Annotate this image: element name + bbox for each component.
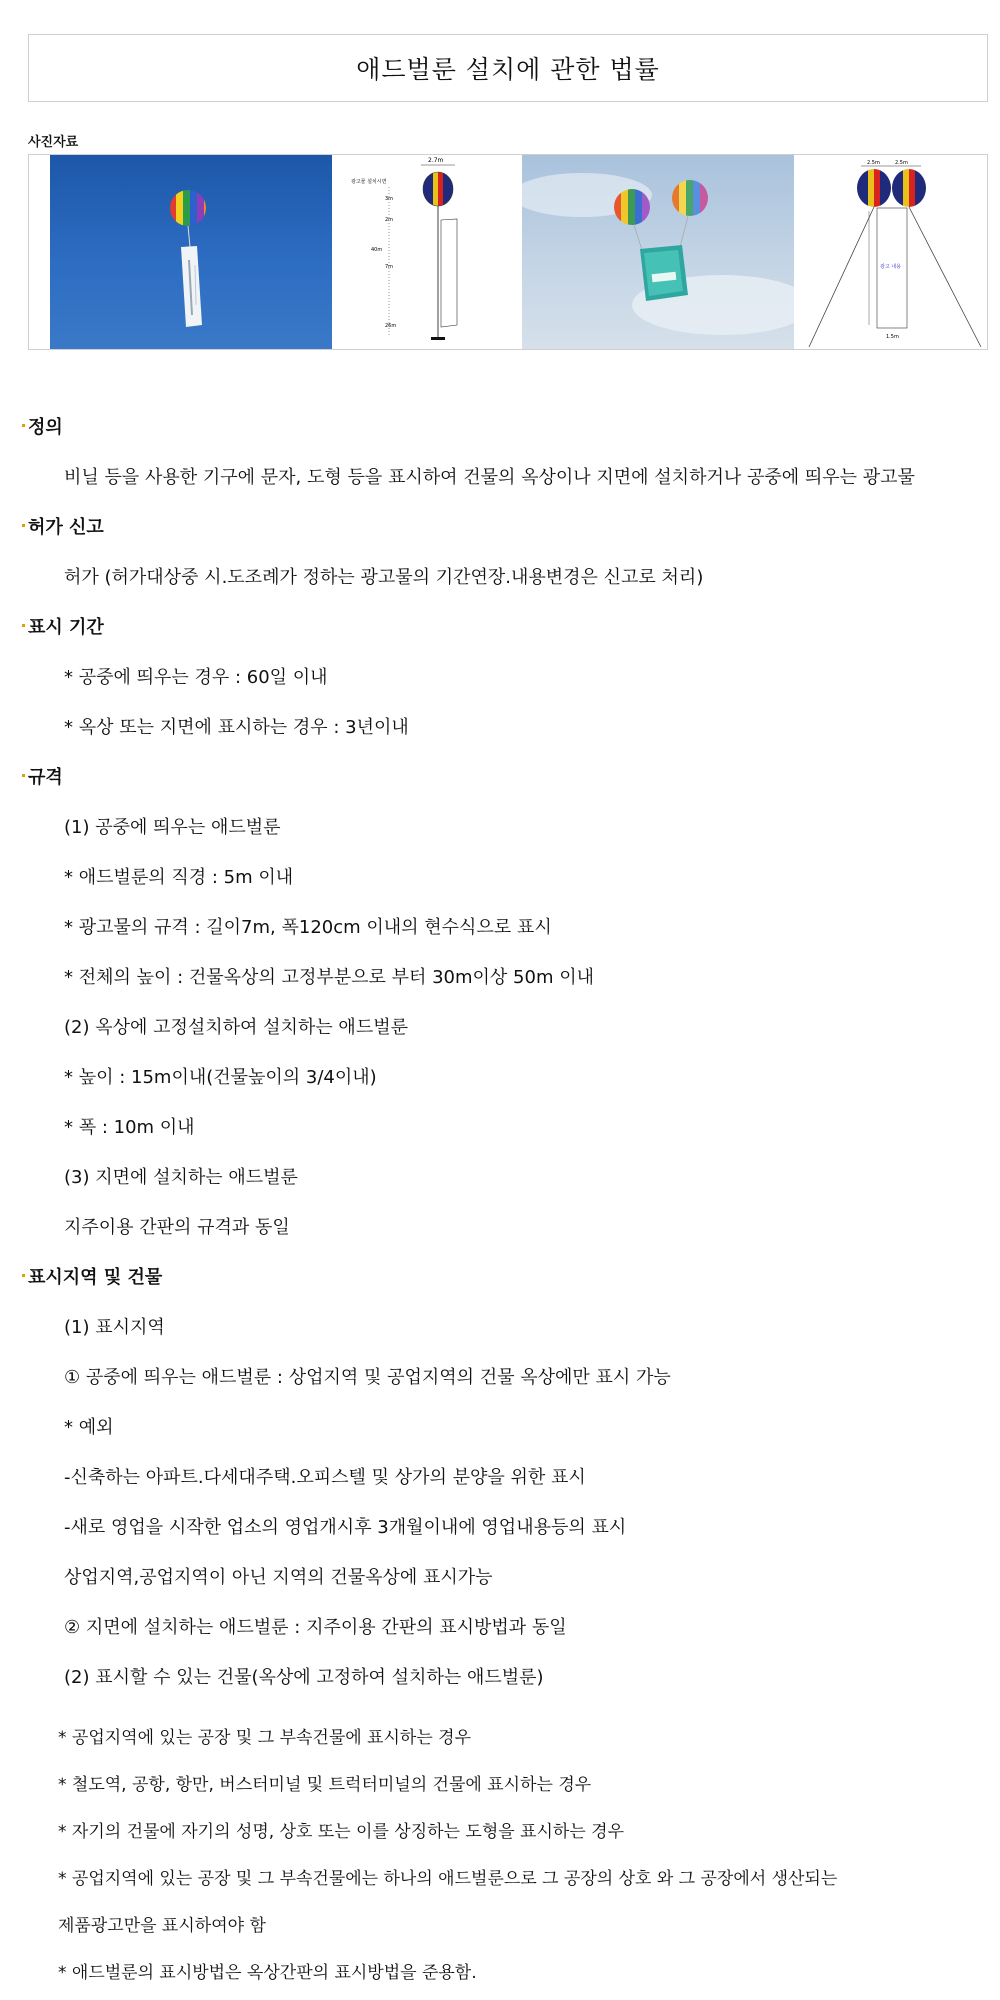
dimension-diagram-2	[795, 155, 987, 349]
diagram-rooftop-balloons	[795, 155, 987, 349]
spec-line-5: (2) 옥상에 고정설치하여 설치하는 애드벌룬	[64, 1017, 408, 1038]
d1-7m-label: 7m	[385, 264, 394, 270]
two-balloons-image	[522, 155, 794, 349]
spec-line-6: * 높이 : 15m이내(건물높이의 3/4이내)	[64, 1067, 377, 1088]
tail-line-4: * 공업지역에 있는 공장 및 그 부속건물에는 하나의 애드벌룬으로 그 공장의 상호 와 그 공장에서 생산되는	[58, 1869, 838, 1889]
spec-line-3: * 광고물의 규격 : 길이7m, 폭120cm 이내의 현수식으로 표시	[64, 917, 552, 938]
title-box	[28, 34, 988, 102]
tail-line-2: * 철도역, 공항, 항만, 버스터미널 및 트럭터미널의 건물에 표시하는 경우	[58, 1775, 592, 1795]
spec-line-2: * 애드벌룬의 직경 : 5m 이내	[64, 867, 294, 888]
area-line-1: (1) 표시지역	[64, 1317, 165, 1338]
page-title: 애드벌룬 설치에 관한 법률	[356, 55, 660, 84]
area-line-4: -신축하는 아파트.다세대주택.오피스텔 및 상가의 분양을 위한 표시	[64, 1467, 586, 1488]
spec-line-7: * 폭 : 10m 이내	[64, 1117, 195, 1138]
section-heading-definition: 정의	[28, 413, 63, 439]
diagram-balloon-dimensions	[333, 155, 521, 349]
d1-header-label: 광고물 설치시면	[351, 179, 387, 185]
d1-26m-label: 26m	[385, 323, 397, 329]
tail-line-5: 제품광고만을 표시하여야 함	[58, 1916, 266, 1936]
photo-two-balloons	[522, 155, 794, 349]
tail-line-1: * 공업지역에 있는 공장 및 그 부속건물에 표시하는 경우	[58, 1728, 472, 1748]
d1-3m-label: 3m	[385, 196, 394, 202]
section-heading-period: 표시 기간	[28, 613, 104, 639]
balloon-banner-image	[50, 155, 332, 349]
photo-balloon-banner	[50, 155, 332, 349]
spec-line-1: (1) 공중에 띄우는 애드벌룬	[64, 817, 281, 838]
section-heading-permit: 허가 신고	[28, 513, 104, 539]
permit-line-1: 허가 (허가대상중 시.도조례가 정하는 광고물의 기간연장.내용변경은 신고로 처리)	[64, 567, 704, 588]
spec-line-4: * 전체의 높이 : 건물옥상의 고정부분으로 부터 30m이상 50m 이내	[64, 967, 594, 988]
area-line-3: * 예외	[64, 1417, 114, 1438]
d1-width-label: 2.7m	[428, 157, 444, 164]
section-heading-area: 표시지역 및 건물	[28, 1263, 162, 1289]
period-line-1: * 공중에 띄우는 경우 : 60일 이내	[64, 667, 328, 688]
area-line-7: ② 지면에 설치하는 애드벌룬 : 지주이용 간판의 표시방법과 동일	[64, 1617, 567, 1638]
d2-top-a-label: 2.5m	[867, 160, 880, 166]
section-heading-spec: 규격	[28, 763, 63, 789]
dimension-diagram-1	[333, 155, 521, 349]
d1-40m-label: 40m	[371, 247, 383, 253]
spec-line-9: 지주이용 간판의 규격과 동일	[64, 1217, 290, 1238]
photo-strip	[28, 154, 988, 350]
area-line-6: 상업지역,공업지역이 아닌 지역의 건물옥상에 표시가능	[64, 1567, 493, 1588]
d2-top-b-label: 2.5m	[895, 160, 908, 166]
definition-line-1: 비닐 등을 사용한 기구에 문자, 도형 등을 표시하여 건물의 옥상이나 지면에 설치하거나 공중에 띄우는 광고물	[64, 467, 915, 488]
spec-line-8: (3) 지면에 설치하는 애드벌룬	[64, 1167, 298, 1188]
d2-center-label: 광고 내용	[880, 264, 901, 270]
area-line-8: (2) 표시할 수 있는 건물(옥상에 고정하여 설치하는 애드벌룬)	[64, 1667, 544, 1688]
photo-section-label: 사진자료	[28, 135, 79, 150]
tail-line-3: * 자기의 건물에 자기의 성명, 상호 또는 이를 상징하는 도형을 표시하는 경우	[58, 1822, 625, 1842]
period-line-2: * 옥상 또는 지면에 표시하는 경우 : 3년이내	[64, 717, 409, 738]
d1-2m-label: 2m	[385, 217, 394, 223]
d2-bottom-label: 1.5m	[886, 334, 899, 340]
tail-line-6: * 애드벌룬의 표시방법은 옥상간판의 표시방법을 준용함.	[58, 1963, 477, 1983]
area-line-5: -새로 영업을 시작한 업소의 영업개시후 3개월이내에 영업내용등의 표시	[64, 1517, 627, 1538]
area-line-2: ① 공중에 띄우는 애드벌룬 : 상업지역 및 공업지역의 건물 옥상에만 표시 가능	[64, 1367, 671, 1388]
